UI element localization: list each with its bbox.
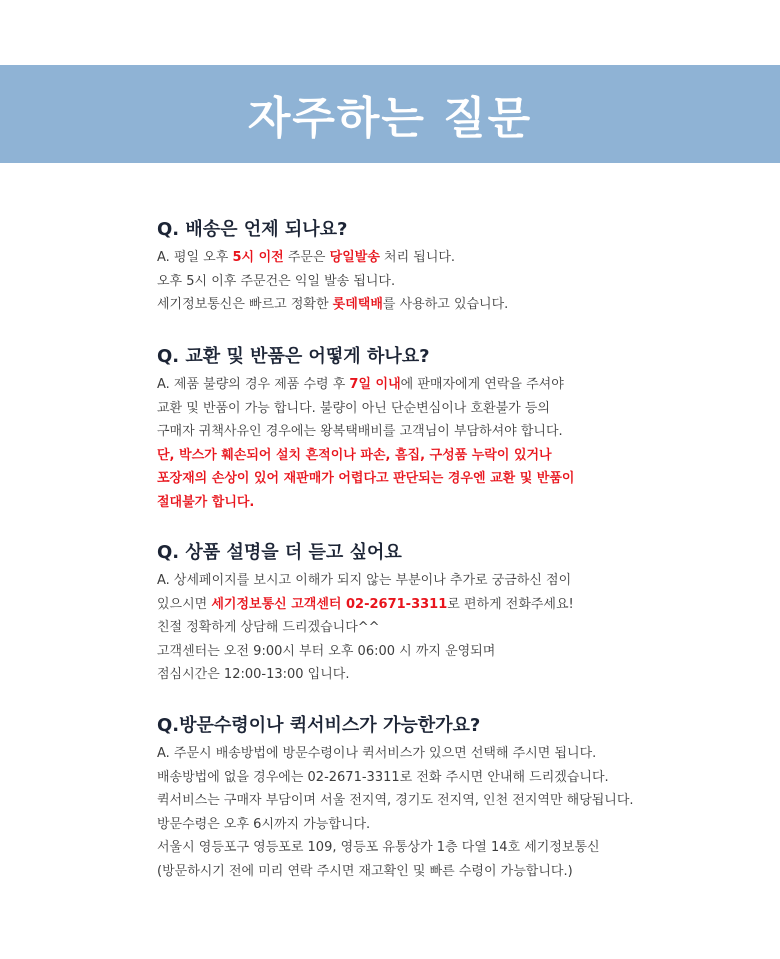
answer-text: 처리 됩니다. <box>379 250 456 265</box>
answer-highlight: 5시 이전 <box>232 250 284 265</box>
faq-answer-line: 오후 5시 이후 주문건은 익일 발송 됩니다. <box>157 273 396 289</box>
header-banner <box>0 65 780 163</box>
faq-answer-line <box>157 293 717 317</box>
answer-text: 주문은 <box>283 250 330 265</box>
faq-answer-line: 구매자 귀책사유인 경우에는 왕복택배비를 고객님이 부담하셔야 합니다. <box>157 424 563 439</box>
faq-answer-line: (방문하시기 전에 미리 연락 주시면 재고확인 및 빠른 수령이 가능합니다.) <box>157 863 573 879</box>
answer-highlight: 당일발송 <box>329 250 380 265</box>
answer-highlight: 7일 이내 <box>349 377 401 392</box>
faq-answer-line: 방문수령은 오후 6시까지 가능합니다. <box>157 816 371 832</box>
answer-highlight: 세기정보통신 고객센터 02-2671-3311 <box>211 596 448 612</box>
answer-text: A. 평일 오후 <box>157 250 233 265</box>
faq-answer-line: 고객센터는 오전 9:00시 부터 오후 06:00 시 까지 운영되며 <box>157 643 496 659</box>
faq-question: Q. 배송은 언제 되나요? <box>157 219 348 240</box>
faq-item-pickup <box>157 714 717 883</box>
answer-text: 있으시면 <box>157 596 212 612</box>
answer-text: 를 사용하고 있습니다. <box>382 297 509 312</box>
faq-question: Q. 교환 및 반품은 어떻게 하나요? <box>157 346 430 367</box>
faq-answer-warning: 포장재의 손상이 있어 재판매가 어렵다고 판단되는 경우엔 교환 및 반품이 <box>157 471 575 486</box>
faq-answer-line: 배송방법에 없을 경우에는 02-2671-3311로 전화 주시면 안내해 드리겠습니다. <box>157 769 609 785</box>
faq-answer-line: A. 상세페이지를 보시고 이해가 되지 않는 부분이나 추가로 궁금하신 점이 <box>157 573 572 588</box>
faq-answer-line <box>157 593 717 617</box>
faq-answer-line: 점심시간은 12:00-13:00 입니다. <box>157 667 350 682</box>
faq-item-product-info <box>157 541 717 687</box>
faq-answer-line: 퀵서비스는 구매자 부담이며 서울 전지역, 경기도 전지역, 인천 전지역만 해당됩니다. <box>157 793 634 808</box>
faq-item-shipping <box>157 218 717 317</box>
faq-answer-line <box>157 373 717 397</box>
answer-text: A. 제품 불량의 경우 제품 수령 후 <box>157 377 350 392</box>
faq-answer-line: 서울시 영등포구 영등포로 109, 영등포 유통상가 1층 다열 14호 세기정보통신 <box>157 840 600 855</box>
answer-text: 에 판매자에게 연락을 주셔야 <box>400 377 564 392</box>
faq-answer-line: 친절 정확하게 상담해 드리겠습니다^^ <box>157 620 380 635</box>
faq-answer-line: 교환 및 반품이 가능 합니다. 불량이 아닌 단순변심이나 호환불가 등의 <box>157 400 550 416</box>
faq-answer-line: A. 주문시 배송방법에 방문수령이나 퀵서비스가 있으면 선택해 주시면 됩니다. <box>157 746 597 761</box>
answer-highlight: 롯데택배 <box>332 297 383 312</box>
answer-text: 로 편하게 전화주세요! <box>447 596 574 612</box>
faq-item-exchange <box>157 345 717 514</box>
faq-question: Q. 상품 설명을 더 듣고 싶어요 <box>157 542 402 563</box>
answer-text: 세기정보통신은 빠르고 정확한 <box>157 297 333 312</box>
page-title: 자주하는 질문 <box>247 93 533 144</box>
faq-answer-warning: 절대불가 합니다. <box>157 494 255 510</box>
faq-answer-warning: 단, 박스가 훼손되어 설치 흔적이나 파손, 흠집, 구성품 누락이 있거나 <box>157 447 552 463</box>
faq-answer-line <box>157 246 717 270</box>
faq-question: Q.방문수령이나 퀵서비스가 가능한가요? <box>157 715 481 736</box>
